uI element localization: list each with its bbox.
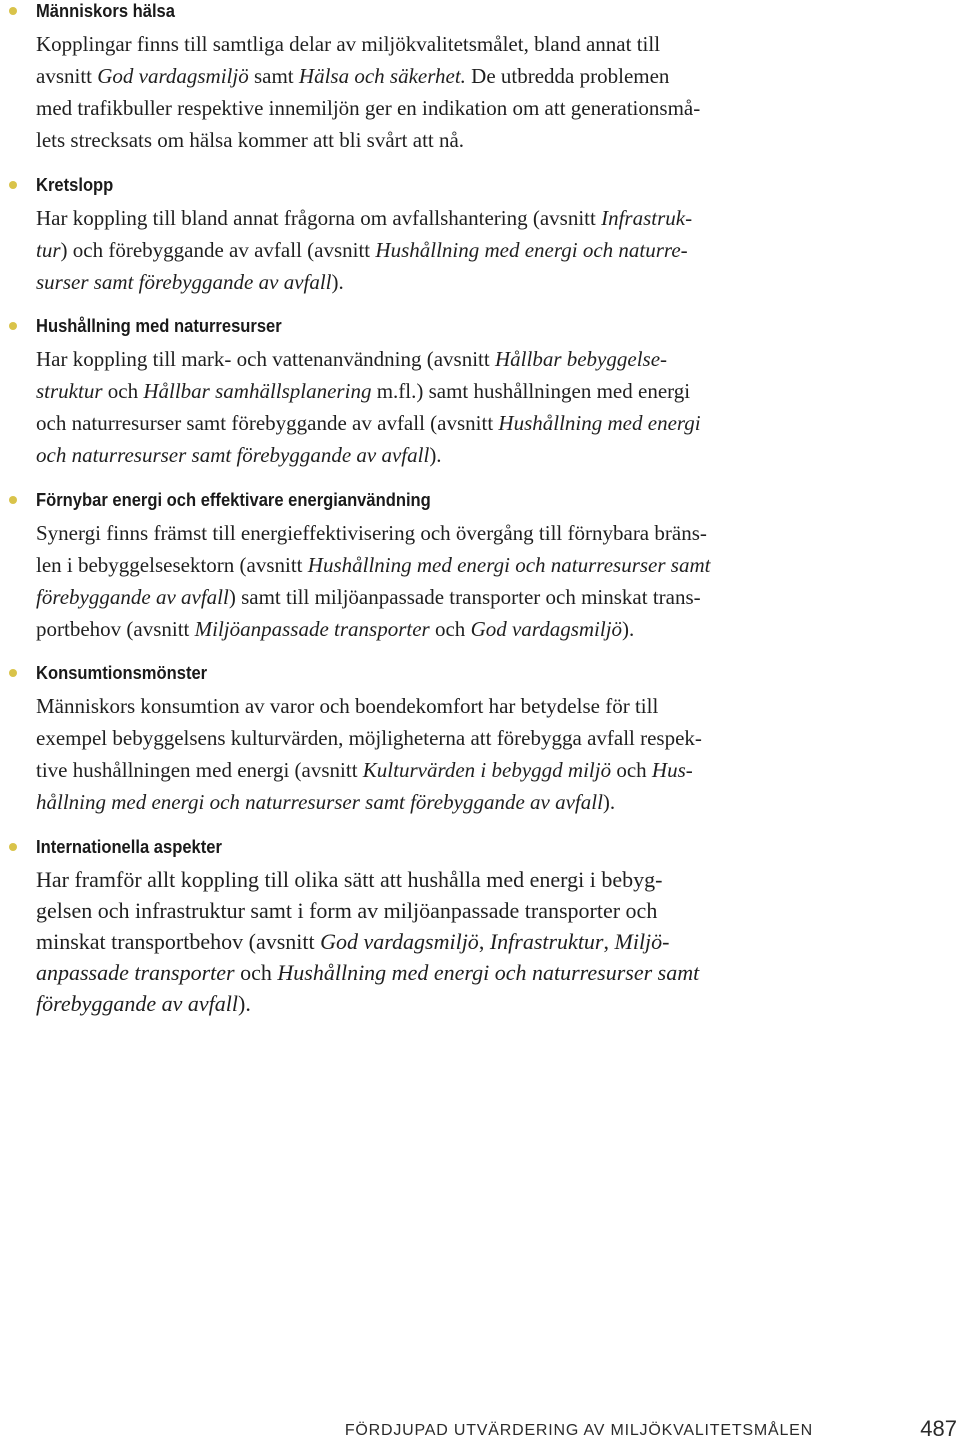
text-run: ,: [478, 929, 490, 954]
bullet-icon: [9, 322, 17, 330]
italic-run: God vardagsmiljö: [320, 929, 479, 954]
italic-run: God vardagsmiljö: [97, 64, 249, 88]
section-internationella-aspekter: [0, 836, 960, 1019]
text-line: [36, 60, 860, 92]
italic-run: Kulturvärden i bebyggd miljö: [362, 758, 612, 782]
text-run: och: [102, 379, 144, 403]
text-run: lets strecksats om hälsa kommer att bli svårt att nå.: [36, 128, 465, 152]
footer-title: FÖRDJUPAD UTVÄRDERING AV MILJÖKVALITETSMÅLEN: [344, 1422, 813, 1439]
text-line: [36, 581, 860, 613]
text-line: [36, 926, 860, 957]
text-line: [36, 407, 860, 439]
text-run: ).: [602, 790, 616, 814]
italic-run: Hållbar bebyggelse-: [494, 347, 668, 371]
text-run: exempel bebyggelsens kulturvärden, möjligheterna att förebygga avfall respek-: [36, 726, 702, 750]
text-line: [36, 124, 860, 156]
italic-run: förebyggande av avfall: [36, 585, 229, 609]
italic-run: tur: [36, 238, 61, 262]
section-body: [36, 343, 860, 471]
italic-run: Infrastruk-: [601, 206, 693, 230]
italic-run: Infrastruktur: [489, 929, 604, 954]
text-run: Kopplingar finns till samtliga delar av miljökvalitetsmålet, bland annat till: [36, 32, 661, 56]
italic-run: Hushållning med energi och naturresurser samt: [277, 960, 700, 985]
text-run: med trafikbuller respektive innemiljön ger en indikation om att generationsmå-: [36, 96, 701, 120]
text-line: [36, 549, 860, 581]
section-heading: Konsumtionsmönster: [36, 663, 208, 683]
italic-run: Hälsa och säkerhet.: [298, 64, 466, 88]
section-body: [36, 517, 860, 645]
text-line: [36, 202, 860, 234]
bullet-icon: [9, 181, 17, 189]
italic-run: förebyggande av avfall: [36, 991, 239, 1016]
text-run: och naturresurser samt förebyggande av avfall (avsnitt: [36, 411, 499, 435]
page-number: 487: [920, 1416, 957, 1441]
italic-run: hållning med energi och naturresurser samt förebyggande av avfall: [36, 790, 603, 814]
italic-run: struktur: [36, 379, 103, 403]
text-run: ).: [429, 443, 442, 467]
text-run: Människors konsumtion av varor och boendekomfort har betydelse för till: [36, 694, 659, 718]
section-heading: Internationella aspekter: [36, 837, 222, 857]
text-line: [36, 895, 860, 926]
text-line: [36, 988, 860, 1019]
section-manniskors-halsa: [0, 0, 960, 156]
text-line: [36, 234, 860, 266]
section-heading: Förnybar energi och effektivare energianvändning: [36, 490, 431, 510]
bullet-icon: [9, 843, 17, 851]
text-run: ).: [331, 270, 344, 294]
text-run: ).: [622, 617, 635, 641]
italic-run: God vardagsmiljö: [470, 617, 623, 641]
text-run: ) samt till miljöanpassade transporter och minskat trans-: [228, 585, 701, 609]
bullet-icon: [9, 669, 17, 677]
section-heading: Kretslopp: [36, 175, 114, 195]
section-fornybar-energi: [0, 489, 960, 645]
text-run: ,: [603, 929, 615, 954]
text-run: ) och förebyggande av avfall (avsnitt: [60, 238, 376, 262]
text-run: minskat transportbehov (avsnitt: [36, 929, 321, 954]
text-run: Har koppling till mark- och vattenanvändning (avsnitt: [36, 347, 495, 371]
text-run: och: [429, 617, 471, 641]
text-run: ).: [238, 991, 251, 1016]
italic-run: Hållbar samhällsplanering: [143, 379, 372, 403]
text-line: [36, 266, 860, 298]
italic-run: Hushållning med energi och naturresurser samt: [307, 553, 711, 577]
text-line: [36, 92, 860, 124]
section-konsumtionsmonster: [0, 662, 960, 818]
text-run: avsnitt: [36, 64, 98, 88]
italic-run: Hushållning med energi och naturre-: [375, 238, 688, 262]
section-heading: Människors hälsa: [36, 1, 175, 21]
text-run: samt: [248, 64, 299, 88]
text-line: [36, 439, 860, 471]
text-line: [36, 343, 860, 375]
italic-run: Hus-: [651, 758, 693, 782]
italic-run: och naturresurser samt förebyggande av avfall: [36, 443, 430, 467]
italic-run: anpassade transporter: [36, 960, 235, 985]
text-line: [36, 375, 860, 407]
page-footer: [0, 1416, 960, 1446]
text-run: gelsen och infrastruktur samt i form av miljöanpassade transporter och: [36, 898, 658, 923]
text-line: [36, 754, 860, 786]
section-body: [36, 28, 860, 156]
text-line: [36, 722, 860, 754]
text-run: och: [234, 960, 278, 985]
text-line: [36, 517, 860, 549]
section-body: [36, 690, 860, 818]
text-run: och: [611, 758, 652, 782]
text-run: len i bebyggelsesektorn (avsnitt: [36, 553, 308, 577]
italic-run: Hushållning med energi: [498, 411, 701, 435]
text-run: tive hushållningen med energi (avsnitt: [36, 758, 363, 782]
section-hushallning-med-naturresurser: [0, 315, 960, 471]
text-run: Har framför allt koppling till olika sätt att hushålla med energi i bebyg-: [36, 867, 663, 892]
text-line: [36, 864, 860, 895]
text-line: [36, 28, 860, 60]
italic-run: Miljö-: [614, 929, 670, 954]
italic-run: Miljöanpassade transporter: [194, 617, 430, 641]
italic-run: surser samt förebyggande av avfall: [36, 270, 332, 294]
section-kretslopp: [0, 174, 960, 298]
section-body: [36, 202, 860, 298]
text-run: m.fl.) samt hushållningen med energi: [371, 379, 691, 403]
section-body: [36, 864, 860, 1019]
text-line: [36, 613, 860, 645]
text-line: [36, 690, 860, 722]
text-run: Har koppling till bland annat frågorna om avfallshantering (avsnitt: [36, 206, 602, 230]
text-line: [36, 957, 860, 988]
text-line: [36, 786, 860, 818]
section-heading: Hushållning med naturresurser: [36, 316, 282, 336]
text-run: De utbredda problemen: [465, 64, 670, 88]
bullet-icon: [9, 496, 17, 504]
text-run: Synergi finns främst till energieffektivisering och övergång till förnybara bräns-: [36, 521, 707, 545]
bullet-icon: [9, 7, 17, 15]
text-run: portbehov (avsnitt: [36, 617, 195, 641]
